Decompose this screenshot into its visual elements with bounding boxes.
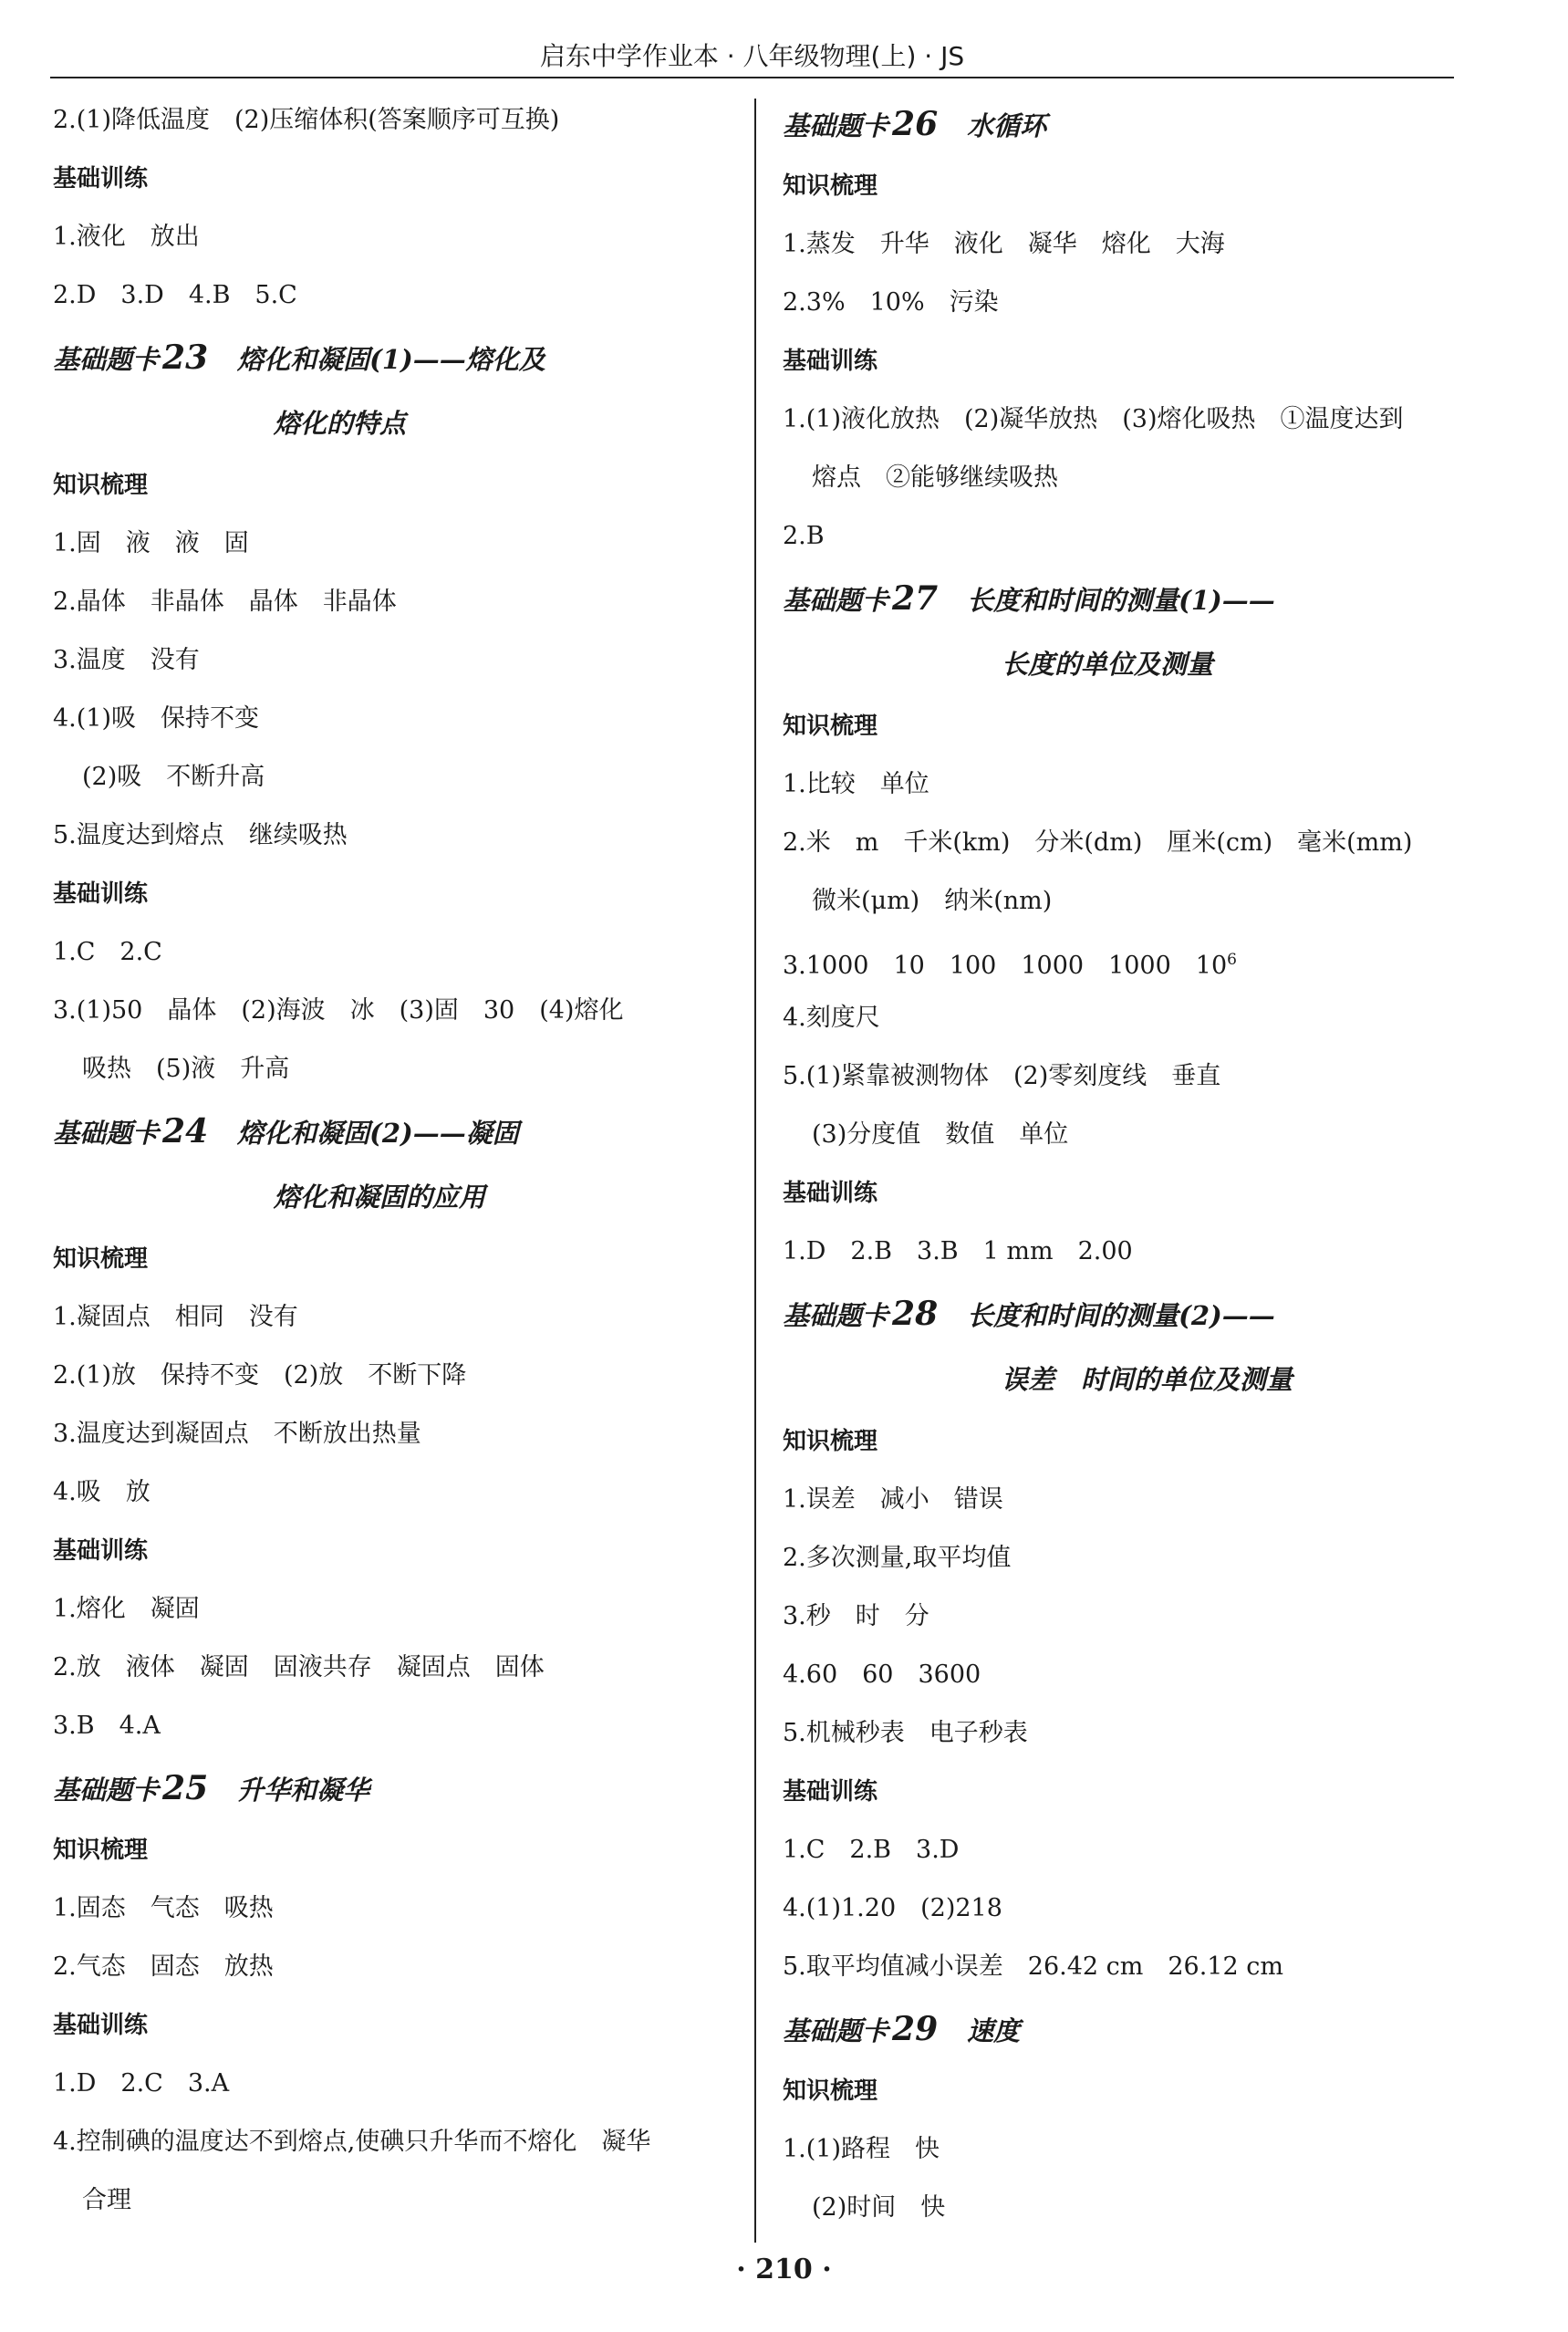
card-number: 26: [892, 105, 939, 143]
card-label: 基础题卡: [783, 585, 889, 616]
answer-line: 2.D 3.D 4.B 5.C: [53, 281, 297, 309]
answer-line: 4.刻度尺: [783, 1004, 880, 1032]
answer-line: (2)时间 快: [812, 2193, 946, 2222]
card-heading-23: [53, 325, 728, 390]
section-heading: 基础训练: [53, 880, 149, 908]
answer-line: 3.温度达到凝固点 不断放出热量: [53, 1420, 421, 1448]
section-heading: 知识梳理: [783, 172, 878, 200]
card-label: 基础题卡: [783, 1300, 889, 1331]
answer-line: 3.(1)50 晶体 (2)海波 冰 (3)固 30 (4)熔化: [53, 996, 624, 1025]
answer-line: 1.D 2.B 3.B 1 mm 2.00: [783, 1237, 1133, 1265]
answer-line: 3.秒 时 分: [783, 1602, 929, 1630]
answer-line: 2.晶体 非晶体 晶体 非晶体: [53, 588, 397, 616]
card-number: 28: [892, 1295, 939, 1333]
section-heading: 知识梳理: [783, 1428, 878, 1455]
answer-line: 1.液化 放出: [53, 223, 200, 251]
section-heading: 知识梳理: [53, 1837, 149, 1864]
section-heading: 基础训练: [783, 1778, 878, 1806]
card-title: 升华和凝华: [237, 1775, 370, 1806]
card-heading-28: [783, 1281, 1467, 1347]
right-column: [783, 91, 1467, 2237]
card-title: 长度和时间的测量(2)——: [967, 1300, 1275, 1331]
answer-line: 5.取平均值减小误差 26.42 cm 26.12 cm: [783, 1952, 1283, 1981]
answer-text: 3.1000 10 100 1000 1000 10: [783, 952, 1228, 980]
answer-line: 2.(1)降低温度 (2)压缩体积(答案顺序可互换): [53, 106, 560, 134]
left-column: [53, 91, 728, 2230]
card-number: 23: [162, 338, 209, 377]
card-title: 长度和时间的测量(1)——: [967, 585, 1275, 616]
card-heading-29: [783, 1996, 1467, 2062]
answer-line: (2)吸 不断升高: [82, 763, 265, 791]
answer-line: 吸热 (5)液 升高: [82, 1055, 290, 1083]
answer-line: 1.误差 减小 错误: [783, 1485, 1003, 1514]
section-heading: 基础训练: [53, 2012, 149, 2039]
answer-line: 5.(1)紧靠被测物体 (2)零刻度线 垂直: [783, 1062, 1221, 1090]
section-heading: 知识梳理: [783, 2077, 878, 2105]
card-number: 29: [892, 2010, 939, 2048]
answer-line: 1.(1)路程 快: [783, 2135, 940, 2163]
card-title: 熔化和凝固(1)——熔化及: [237, 344, 545, 375]
section-heading: 基础训练: [783, 348, 878, 375]
answer-line: 3.温度 没有: [53, 646, 200, 674]
card-title-continued: 熔化的特点: [274, 408, 407, 439]
answer-line: 1.固态 气态 吸热: [53, 1894, 274, 1922]
answer-line: 1.C 2.B 3.D: [783, 1836, 960, 1864]
card-title: 水循环: [967, 110, 1047, 141]
page-number: · 210 ·: [736, 2254, 832, 2285]
card-number: 25: [162, 1769, 209, 1807]
answer-line: 5.机械秒表 电子秒表: [783, 1719, 1028, 1747]
section-heading: 基础训练: [53, 1537, 149, 1565]
answer-line: 3.B 4.A: [53, 1712, 161, 1740]
answer-line: (3)分度值 数值 单位: [812, 1120, 1069, 1149]
answer-line: 2.多次测量,取平均值: [783, 1544, 1012, 1572]
section-heading: 知识梳理: [53, 472, 149, 499]
answer-line: 2.B: [783, 522, 825, 550]
answer-line: 5.温度达到熔点 继续吸热: [53, 821, 348, 849]
card-number: 24: [162, 1112, 209, 1150]
answer-line: 4.控制碘的温度达不到熔点,使碘只升华而不熔化 凝华: [53, 2128, 651, 2156]
card-heading-26: [783, 91, 1467, 157]
section-heading: 基础训练: [783, 1180, 878, 1207]
answer-line: 微米(μm) 纳米(nm): [812, 887, 1053, 915]
answer-line: 2.气态 固态 放热: [53, 1952, 274, 1981]
answer-line: 1.D 2.C 3.A: [53, 2069, 230, 2098]
answer-line: 4.(1)1.20 (2)218: [783, 1894, 1002, 1922]
card-label: 基础题卡: [53, 344, 160, 375]
answer-line: 1.凝固点 相同 没有: [53, 1303, 298, 1331]
answer-line: 1.蒸发 升华 液化 凝华 熔化 大海: [783, 230, 1225, 258]
answer-line: 1.熔化 凝固: [53, 1595, 200, 1623]
answer-line: 2.3% 10% 污染: [783, 288, 999, 317]
card-label: 基础题卡: [53, 1118, 160, 1149]
section-heading: 基础训练: [53, 165, 149, 193]
answer-line: 4.吸 放: [53, 1478, 151, 1506]
answer-line: 4.60 60 3600: [783, 1661, 981, 1689]
card-label: 基础题卡: [783, 2015, 889, 2046]
section-heading: 知识梳理: [783, 713, 878, 740]
answer-line: 1.(1)液化放热 (2)凝华放热 (3)熔化吸热 ①温度达到: [783, 405, 1404, 433]
card-heading-24: [53, 1098, 728, 1164]
card-label: 基础题卡: [53, 1775, 160, 1806]
answer-line: 熔点 ②能够继续吸热: [812, 463, 1058, 492]
card-title: 熔化和凝固(2)——凝固: [237, 1118, 519, 1149]
section-heading: 知识梳理: [53, 1245, 149, 1273]
answer-line: 1.比较 单位: [783, 770, 929, 798]
answer-line: 2.放 液体 凝固 固液共存 凝固点 固体: [53, 1653, 545, 1681]
exponent: 6: [1227, 951, 1237, 969]
card-number: 27: [892, 579, 939, 618]
card-label: 基础题卡: [783, 110, 889, 141]
answer-line: 4.(1)吸 保持不变: [53, 704, 260, 733]
page-header: 启东中学作业本 · 八年级物理(上) · JS: [539, 41, 965, 71]
answer-line: 2.米 m 千米(km) 分米(dm) 厘米(cm) 毫米(mm): [783, 828, 1413, 857]
header-rule: [50, 77, 1454, 78]
card-title: 速度: [967, 2015, 1021, 2046]
card-heading-25: [53, 1755, 728, 1821]
card-title-continued: 长度的单位及测量: [1002, 649, 1214, 680]
answer-line: 1.C 2.C: [53, 938, 162, 966]
answer-line: [783, 931, 1467, 989]
card-heading-27: [783, 566, 1467, 631]
answer-line: 2.(1)放 保持不变 (2)放 不断下降: [53, 1361, 467, 1390]
card-title-continued: 熔化和凝固的应用: [274, 1182, 486, 1213]
column-divider: [754, 99, 756, 2243]
answer-line: 合理: [82, 2186, 131, 2214]
answer-line: 1.固 液 液 固: [53, 529, 249, 557]
card-title-continued: 误差 时间的单位及测量: [1002, 1364, 1293, 1395]
